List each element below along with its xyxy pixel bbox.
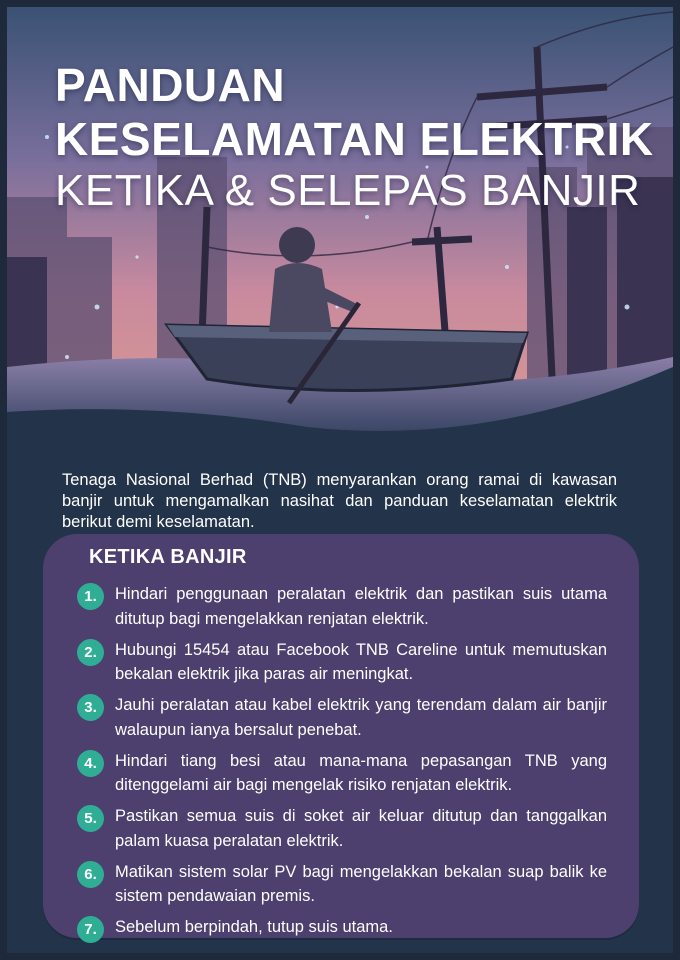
list-item-text: Jauhi peralatan atau kabel elektrik yang terendam dalam air banjir walaupun ianya bersalut penebat. — [115, 696, 607, 739]
number-badge: 5. — [77, 805, 104, 832]
number-badge: 1. — [77, 583, 104, 610]
title-line-2: KESELAMATAN ELEKTRIK — [55, 113, 654, 166]
list-item — [77, 582, 607, 632]
list-item — [77, 915, 607, 940]
list-item — [77, 638, 607, 688]
list-item-text: Hubungi 15454 atau Facebook TNB Careline untuk memutuskan bekalan elektrik jika paras air meningkat. — [115, 640, 607, 684]
guidance-panel — [43, 534, 639, 938]
number-badge: 6. — [77, 861, 104, 888]
number-badge: 2. — [77, 639, 104, 666]
list-item-text: Hindari tiang besi atau mana-mana pepasangan TNB yang ditenggelami air bagi mengelak risiko renjatan elektrik. — [115, 751, 607, 795]
list-item-text: Matikan sistem solar PV bagi mengelakkan bekalan suap balik ke sistem pendawaian premis. — [115, 862, 607, 906]
panel-title: KETIKA BANJIR — [89, 546, 247, 568]
list-item-text: Sebelum berpindah, tutup suis utama. — [115, 918, 393, 936]
intro-paragraph: Tenaga Nasional Berhad (TNB) menyarankan orang ramai di kawasan banjir untuk mengamalkan nasihat dan panduan keselamatan elektrik berikut demi keselamatan. — [62, 470, 617, 531]
guidance-list — [77, 582, 607, 946]
title-line-1: PANDUAN — [55, 59, 286, 111]
list-item — [77, 804, 607, 854]
title-line-3: KETIKA & SELEPAS BANJIR — [55, 165, 641, 215]
number-badge: 4. — [77, 750, 104, 777]
poster — [7, 7, 673, 953]
list-item — [77, 860, 607, 910]
number-badge: 7. — [77, 916, 104, 943]
number-badge: 3. — [77, 694, 104, 721]
list-item — [77, 693, 607, 743]
list-item-text: Pastikan semua suis di soket air keluar ditutup dan tanggalkan palam kuasa peralatan elektrik. — [115, 807, 607, 850]
list-item-text: Hindari penggunaan peralatan elektrik dan pastikan suis utama ditutup bagi mengelakkan renjatan elektrik. — [115, 585, 607, 628]
list-item — [77, 749, 607, 799]
title-block — [55, 61, 654, 214]
